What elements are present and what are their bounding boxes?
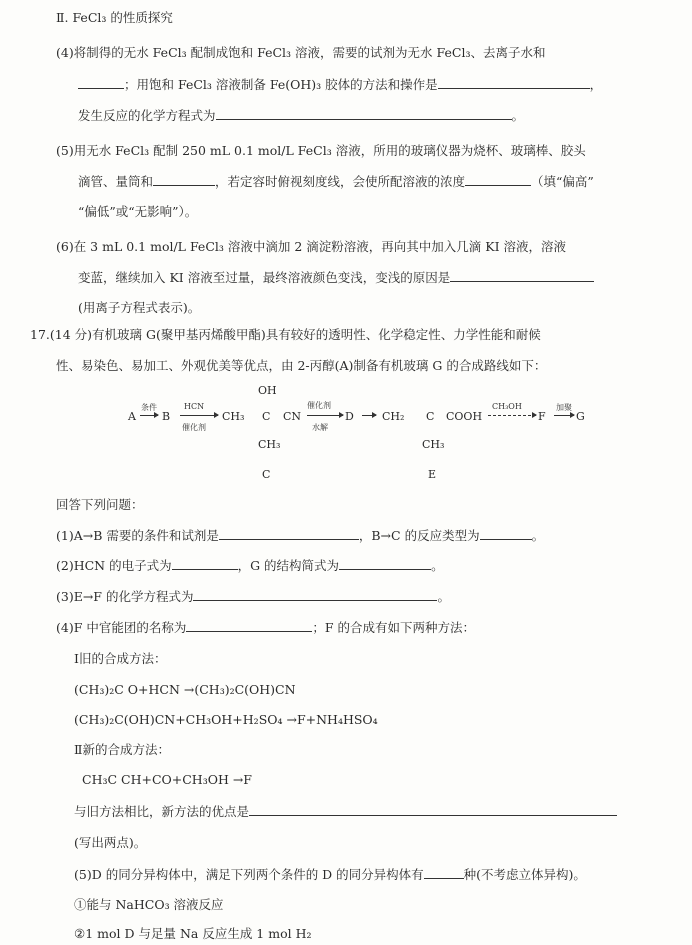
compound-B: B [162,410,171,423]
q6-line3: (用离子方程式表示)。 [78,300,201,315]
q17-part1-text: (1)A→B 需要的条件和试剂是 [56,528,219,543]
q17-part5-text: (5)D 的同分异构体中，满足下列两个条件的 D 的同分异构体有 [74,867,424,882]
compound-G: G [576,410,585,423]
answer-blank[interactable] [450,269,594,282]
cn-group: CN [283,410,302,423]
answer-blank[interactable] [153,173,215,186]
punct: 。 [511,108,525,123]
arrow-label-condition: 条件 [141,403,157,412]
answer-blank[interactable] [193,588,437,601]
punct: 。 [431,558,444,573]
q4-line1: (4)将制得的无水 FeCl₃ 配制成饱和 FeCl₃ 溶液，需要的试剂为无水 FeCl₃、去离子水和 [56,45,546,60]
new-method-title: Ⅱ新的合成方法： [74,742,170,757]
label-E: E [428,468,437,481]
q4-line2 [78,76,602,94]
q17-part2-mid: ，G 的结构简式为 [237,558,340,573]
punct: 。 [531,528,545,543]
compound-A: A [128,410,136,423]
compound-F: F [538,410,546,423]
q5-line3: “偏低”或“无影响”）。 [78,204,198,219]
arrow-label-polymerization: 加聚 [556,403,572,412]
answer-intro: 回答下列问题： [56,497,144,512]
new-method-eq: CH₃C CH+CO+CH₃OH →F [82,772,252,787]
cooh-group: COOH [446,410,483,423]
arrow-icon [488,411,536,416]
q17-part4-text: (4)F 中官能团的名称为 [56,620,187,635]
q6-line2-text: 变蓝，继续加入 KI 溶液至过量，最终溶液颜色变浅，变浅的原因是 [78,270,451,285]
answer-blank[interactable] [339,557,431,570]
q4-line2-text: ；用饱和 FeCl₃ 溶液制备 Fe(OH)₃ 胶体的方法和操作是 [124,77,438,92]
q17-line1: 17.(14 分)有机玻璃 G(聚甲基丙烯酸甲酯)具有较好的透明性、化学稳定性、力学性能和耐候 [30,327,541,342]
section-title: Ⅱ. FeCl₃ 的性质探究 [56,10,173,25]
answer-blank[interactable] [216,107,512,120]
arrow-icon [362,411,376,416]
q17-part4 [56,619,475,637]
synthesis-route [0,380,692,490]
answer-blank[interactable] [219,527,359,540]
compare-line [74,803,617,821]
q17-part5 [74,866,586,884]
answer-blank[interactable] [465,173,531,186]
q5-line2-text: 滴管、量筒和 [78,174,154,189]
q17-part4-post: ；F 的合成有如下两种方法： [312,620,476,635]
arrow-label-hcn: HCN [184,402,205,411]
punct: 。 [437,589,450,604]
q17-part3-text: (3)E→F 的化学方程式为 [56,589,194,604]
punct: ， [589,77,603,92]
q17-line2: 性、易染色、易加工、外观优美等优点，由 2-丙醇(A)制备有机玻璃 G 的合成路线如下： [56,358,547,373]
answer-blank[interactable] [438,76,590,89]
ch3-below-c: CH₃ [258,438,281,451]
oh-group: OH [258,384,277,397]
q6-line2 [78,269,594,287]
q17-part5-post: 种(不考虑立体异构)。 [463,867,586,882]
q5-line2-mid: ，若定容时俯视刻度线，会使所配溶液的浓度 [215,174,466,189]
carbon-c1: C [262,410,271,423]
compound-D: D [345,410,354,423]
compare-text: 与旧方法相比，新方法的优点是 [74,804,250,819]
q4-line3-text: 发生反应的化学方程式为 [78,108,216,123]
q6-line1: (6)在 3 mL 0.1 mol/L FeCl₃ 溶液中滴加 2 滴淀粉溶液，再向其中加入几滴 KI 溶液，溶液 [56,239,567,254]
arrow-icon [307,411,343,416]
label-C: C [262,468,271,481]
answer-blank[interactable] [186,619,312,632]
q5-line2-post: （填“偏高” [531,174,594,189]
compare-hint: (写出两点)。 [74,835,147,850]
answer-blank[interactable] [78,76,124,89]
old-method-eq1: (CH₃)₂C O+HCN →(CH₃)₂C(OH)CN [74,682,296,697]
ch2-group: CH₂ [382,410,405,423]
carbon-c2: C [426,410,435,423]
old-method-title: Ⅰ旧的合成方法： [74,651,167,666]
q17-part1 [56,527,544,545]
q17-part3 [56,588,450,606]
q5-line1: (5)用无水 FeCl₃ 配制 250 mL 0.1 mol/L FeCl₃ 溶液，所用的玻璃仪器为烧杯、玻璃棒、胶头 [56,143,586,158]
q4-line3 [78,107,524,125]
old-method-eq2: (CH₃)₂C(OH)CN+CH₃OH+H₂SO₄ →F+NH₄HSO₄ [74,712,378,727]
arrow-icon [180,411,218,416]
arrow-label-hydrolysis: 水解 [312,423,328,432]
q5-line2 [78,173,594,191]
answer-blank[interactable] [480,527,532,540]
arrow-icon [140,411,158,416]
q17-part2-text: (2)HCN 的电子式为 [56,558,172,573]
arrow-label-methanol: CH₃OH [492,402,522,411]
ch3-below-e: CH₃ [422,438,445,451]
q17-part2 [56,557,444,575]
answer-blank[interactable] [424,866,464,879]
answer-blank[interactable] [172,557,238,570]
arrow-label-catalyst: 催化剂 [307,401,331,410]
arrow-icon [554,411,574,416]
q17-part1-mid: ，B→C 的反应类型为 [358,528,480,543]
condition-1: ①能与 NaHCO₃ 溶液反应 [74,897,224,912]
answer-blank[interactable] [249,803,617,816]
arrow-label-catalyst: 催化剂 [182,423,206,432]
ch3-group: CH₃ [222,410,245,423]
condition-2: ②1 mol D 与足量 Na 反应生成 1 mol H₂ [74,926,312,941]
